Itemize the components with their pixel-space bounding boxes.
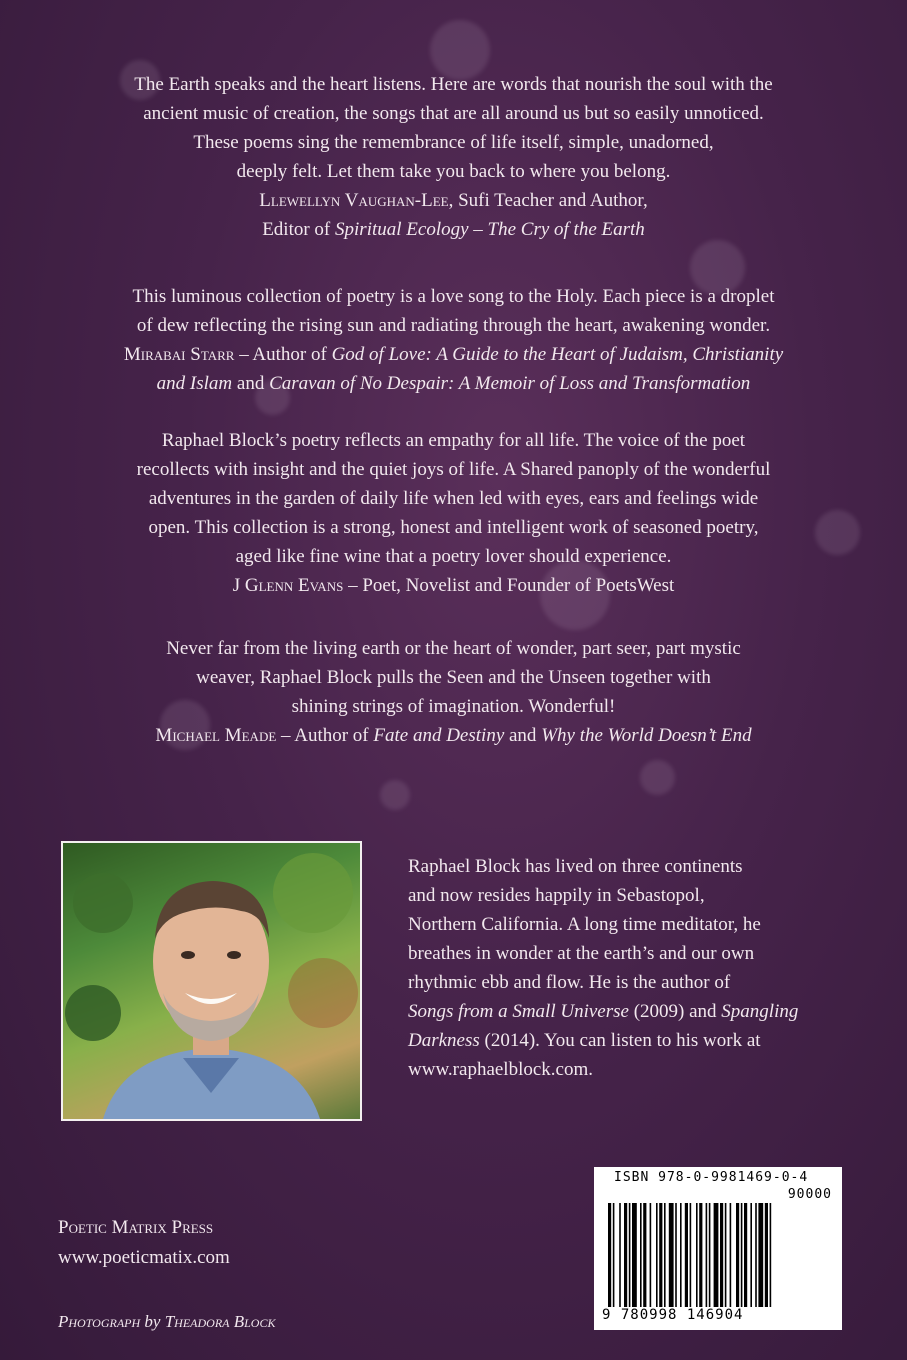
endorsement-2 xyxy=(40,282,867,398)
endorsement-1 xyxy=(40,70,867,244)
endorsement-line: recollects with insight and the quiet joys of life. A Shared panoply of the wonderful xyxy=(136,459,771,480)
barcode-bar xyxy=(736,1203,739,1307)
endorsement-line: adventures in the garden of daily life when led with eyes, ears and feelings wide xyxy=(148,488,759,509)
endorsement-line: The Earth speaks and the heart listens. Here are words that nourish the soul with the xyxy=(134,74,773,95)
endorsement-attribution xyxy=(40,571,867,600)
book-title: Songs from a Small Universe xyxy=(408,1001,629,1022)
endorsement-4 xyxy=(40,634,867,750)
barcode-bar xyxy=(714,1203,719,1307)
bio-text: (2014). You can listen to his work at xyxy=(479,1030,761,1051)
credit-prefix: Photograph xyxy=(58,1312,141,1331)
barcode-bar xyxy=(690,1203,692,1307)
barcode-bar xyxy=(624,1203,627,1307)
endorsement-attribution xyxy=(40,340,867,369)
barcode-bar xyxy=(750,1203,752,1307)
barcode-bar xyxy=(613,1203,615,1307)
endorsement-line: open. This collection is a strong, honest and intelligent work of seasoned poetry, xyxy=(148,517,759,538)
publisher-block xyxy=(58,1213,230,1273)
barcode-bar xyxy=(632,1203,637,1307)
book-title: Why the World Doesn’t End xyxy=(541,725,752,746)
bio-line: Northern California. A long time meditator, he xyxy=(408,914,761,935)
endorser-role: – Author of xyxy=(276,725,374,746)
credit-name: Theadora Block xyxy=(164,1312,276,1331)
barcode-bar xyxy=(741,1203,743,1307)
book-title: Spiritual Ecology – The Cry of the Earth xyxy=(335,219,645,240)
bokeh-light xyxy=(380,780,410,810)
bio-line xyxy=(408,997,848,1026)
book-title: Spangling xyxy=(721,1001,799,1022)
credit-by: by xyxy=(140,1312,165,1331)
bio-line: Raphael Block has lived on three continents xyxy=(408,856,743,877)
barcode-bar xyxy=(755,1203,757,1307)
endorsement-line: Raphael Block’s poetry reflects an empathy for all life. The voice of the poet xyxy=(161,430,746,451)
book-title: Darkness xyxy=(408,1030,480,1051)
endorsement-line: Never far from the living earth or the heart of wonder, part seer, part mystic xyxy=(166,638,741,659)
bokeh-light xyxy=(640,760,675,795)
barcode-bar xyxy=(619,1203,621,1307)
barcode-bar xyxy=(680,1203,682,1307)
bio-line: and now resides happily in Sebastopol, xyxy=(408,885,705,906)
endorsement-attribution xyxy=(40,721,867,750)
barcode-bar xyxy=(725,1203,727,1307)
barcode-bar xyxy=(656,1203,658,1307)
endorser-role: and xyxy=(232,373,270,394)
publisher-name: Poetic Matrix Press xyxy=(58,1217,214,1238)
price-code: 90000 xyxy=(787,1187,832,1202)
barcode-bar xyxy=(696,1203,698,1307)
endorsement-line: ancient music of creation, the songs that are all around us but so easily unnoticed. xyxy=(143,103,764,124)
endorsement-line: deeply felt. Let them take you back to where you belong. xyxy=(236,161,671,182)
book-title: and Islam xyxy=(156,373,233,394)
photo-credit xyxy=(58,1312,275,1332)
barcode-bar xyxy=(629,1203,631,1307)
author-bio xyxy=(408,852,848,1084)
author-photo xyxy=(61,841,362,1121)
barcode-bar xyxy=(699,1203,702,1307)
bio-line: rhythmic ebb and flow. He is the author of xyxy=(408,972,731,993)
barcode-bar xyxy=(770,1203,772,1307)
barcode-bar xyxy=(669,1203,674,1307)
barcode-bar xyxy=(758,1203,763,1307)
barcode-bar xyxy=(608,1203,611,1307)
book-title: Caravan of No Despair: A Memoir of Loss and Transformation xyxy=(269,373,751,394)
endorser-name: Llewellyn Vaughan-Lee xyxy=(259,190,449,211)
barcode-bar xyxy=(675,1203,677,1307)
endorsement-line: aged like fine wine that a poetry lover should experience. xyxy=(235,546,672,567)
endorser-name: J Glenn Evans xyxy=(232,575,344,596)
barcode-bar xyxy=(706,1203,708,1307)
author-portrait-illustration xyxy=(63,843,360,1119)
endorsement-3 xyxy=(40,426,867,600)
endorsement-attribution xyxy=(40,186,867,215)
bio-line xyxy=(408,1026,848,1055)
book-title: Fate and Destiny xyxy=(373,725,505,746)
endorsement-attribution xyxy=(40,215,867,244)
barcode-digits: 9 780998 146904 xyxy=(602,1307,744,1323)
isbn-number: ISBN 978-0-9981469-0-4 xyxy=(614,1170,809,1185)
barcode-bar xyxy=(685,1203,688,1307)
endorsement-line: weaver, Raphael Block pulls the Seen and the Unseen together with xyxy=(196,667,711,688)
barcode-bars xyxy=(608,1203,830,1307)
barcode-bar xyxy=(643,1203,646,1307)
endorsement-line: This luminous collection of poetry is a love song to the Holy. Each piece is a droplet xyxy=(132,286,775,307)
endorser-role: – Author of xyxy=(234,344,332,365)
publisher-url: www.poeticmatix.com xyxy=(58,1247,230,1268)
author-website: www.raphaelblock.com. xyxy=(408,1059,594,1080)
endorser-name: Michael Meade xyxy=(155,725,277,746)
endorser-name: Mirabai Starr xyxy=(123,344,235,365)
endorser-role: Editor of xyxy=(262,219,336,240)
endorsement-line: of dew reflecting the rising sun and radiating through the heart, awakening wonder. xyxy=(136,315,771,336)
bio-line: breathes in wonder at the earth’s and our own xyxy=(408,943,755,964)
endorsement-attribution xyxy=(40,369,867,398)
endorser-role: – Poet, Novelist and Founder of PoetsWest xyxy=(343,575,675,596)
barcode-bar xyxy=(709,1203,711,1307)
barcode-bar xyxy=(650,1203,652,1307)
endorser-role: and xyxy=(504,725,542,746)
barcode-bar xyxy=(765,1203,768,1307)
barcode-bar xyxy=(664,1203,666,1307)
barcode-bar xyxy=(640,1203,642,1307)
barcode-bar xyxy=(744,1203,747,1307)
barcode-bar xyxy=(730,1203,732,1307)
isbn-barcode xyxy=(594,1167,842,1330)
endorsement-line: shining strings of imagination. Wonderful! xyxy=(291,696,616,717)
endorsement-line: These poems sing the remembrance of life itself, simple, unadorned, xyxy=(193,132,714,153)
barcode-bar xyxy=(659,1203,662,1307)
book-title: God of Love: A Guide to the Heart of Judaism, Christianity xyxy=(331,344,784,365)
barcode-bar xyxy=(720,1203,723,1307)
endorser-role: , Sufi Teacher and Author, xyxy=(448,190,648,211)
bio-text: (2009) and xyxy=(628,1001,722,1022)
